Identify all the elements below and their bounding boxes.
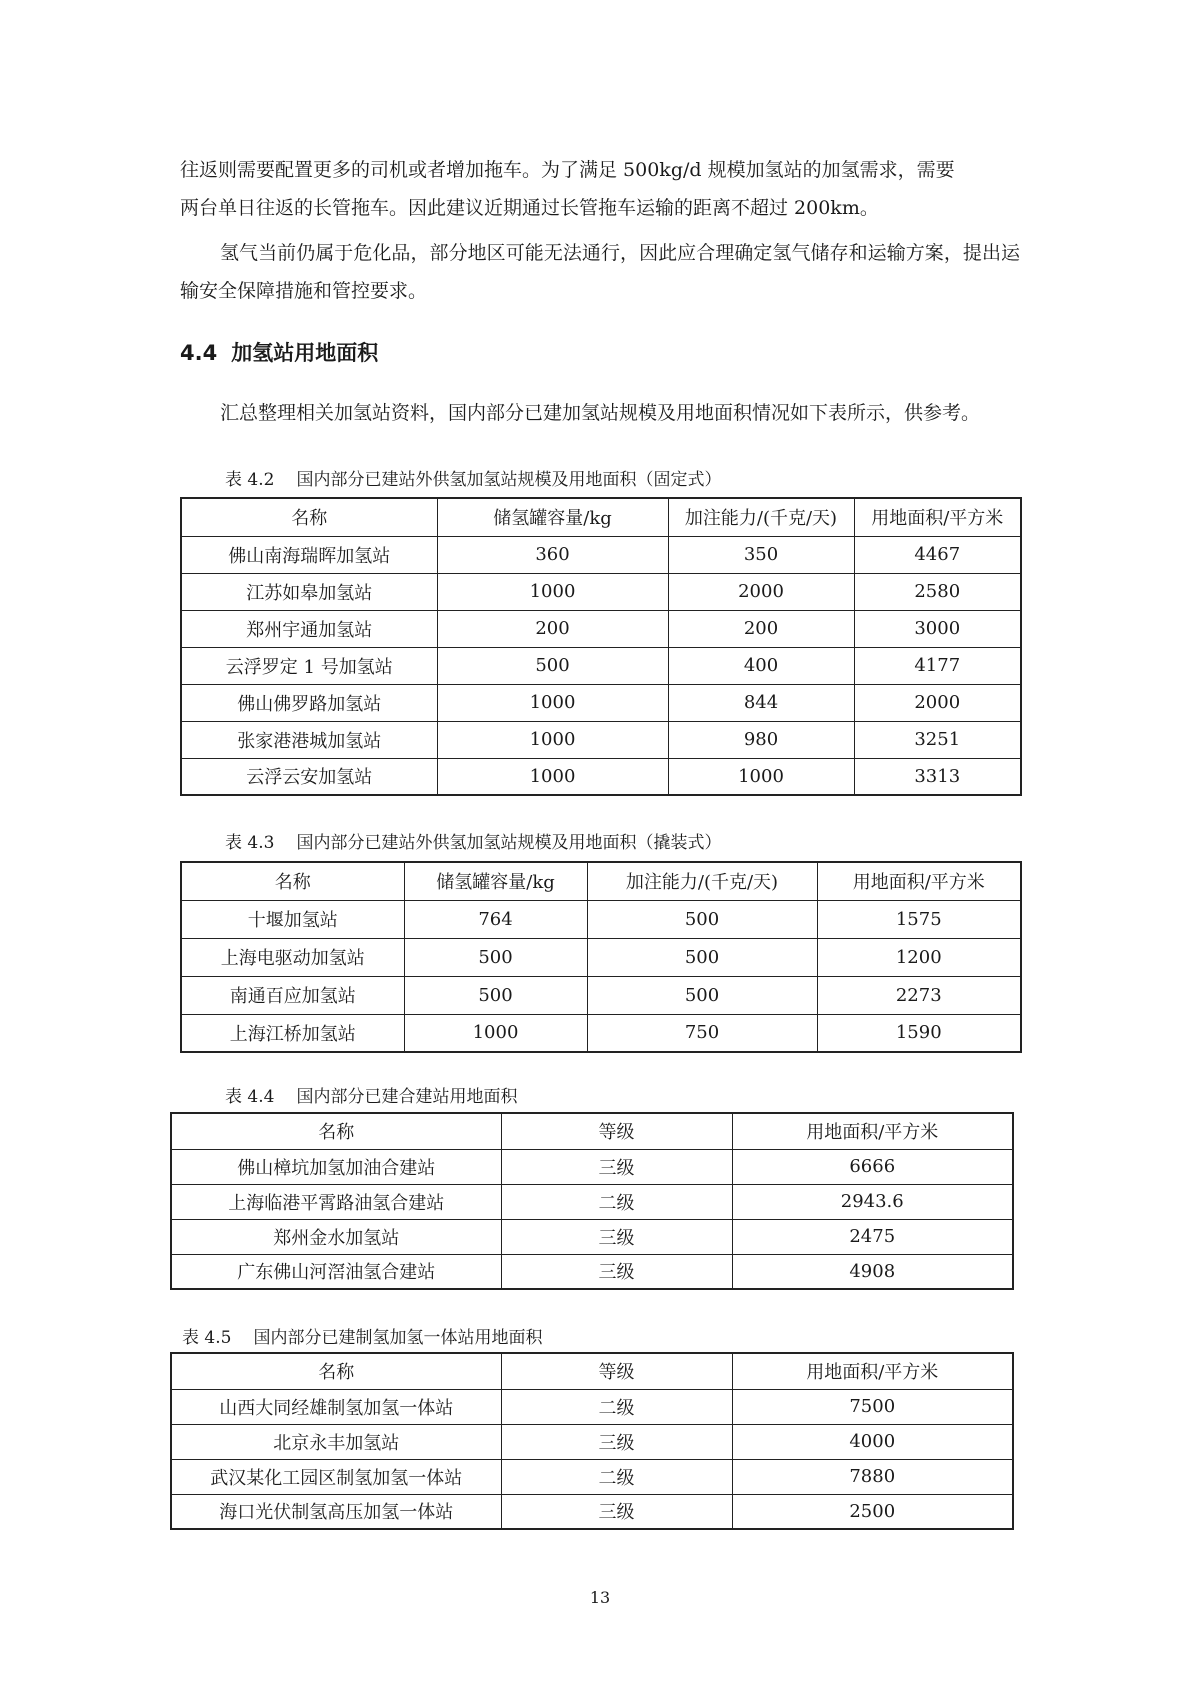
section-title: 加氢站用地面积 [231,341,379,365]
area-cell: 1200 [817,938,1021,976]
fill-rate-cell: 350 [668,536,854,573]
capacity-cell: 500 [404,976,587,1014]
header-cell: 储氢罐容量/kg [404,862,587,900]
table-row [171,1254,1013,1289]
table-row [171,1389,1013,1424]
table-row [181,647,1021,684]
table-row [171,1424,1013,1459]
station-name-cell: 云浮罗定 1 号加氢站 [181,647,437,684]
station-name-cell: 佛山樟坑加氢加油合建站 [171,1149,501,1184]
table-combined-stations [170,1112,1014,1290]
table-caption-4-5 [182,1326,542,1350]
header-cell: 用地面积/平方米 [817,862,1021,900]
table-row [181,976,1021,1014]
header-cell: 加注能力/(千克/天) [587,862,817,900]
table-row [171,1459,1013,1494]
table-header-row [181,498,1021,536]
area-cell: 1590 [817,1014,1021,1052]
section-number: 4.4 [180,341,218,365]
header-cell: 用地面积/平方米 [732,1353,1013,1389]
fill-rate-cell: 400 [668,647,854,684]
header-cell: 加注能力/(千克/天) [668,498,854,536]
area-cell: 4467 [854,536,1021,573]
fill-rate-cell: 844 [668,684,854,721]
paragraph-hydrogen-transport: 氢气当前仍属于危化品，部分地区可能无法通行，因此应合理确定氢气储存和运输方案，提出运输安全保障措施和管控要求。 [180,242,1020,302]
capacity-cell: 500 [404,938,587,976]
grade-cell: 二级 [501,1184,732,1219]
grade-cell: 二级 [501,1389,732,1424]
area-cell: 3000 [854,610,1021,647]
paragraph-line: 往返则需要配置更多的司机或者增加拖车。为了满足 500kg/d 规模加氢站的加氢需求，需要 [180,159,955,181]
fill-rate-cell: 1000 [668,758,854,795]
station-name-cell: 上海临港平霄路油氢合建站 [171,1184,501,1219]
table-row [171,1219,1013,1254]
header-cell: 名称 [181,862,404,900]
header-cell: 等级 [501,1353,732,1389]
capacity-cell: 1000 [404,1014,587,1052]
caption-number: 表 4.3 [225,833,275,853]
fill-rate-cell: 500 [587,976,817,1014]
area-cell: 2273 [817,976,1021,1014]
capacity-cell: 1000 [437,684,668,721]
header-cell: 用地面积/平方米 [732,1113,1013,1149]
table-integrated-stations [170,1352,1014,1530]
station-name-cell: 佛山南海瑞晖加氢站 [181,536,437,573]
table-fixed-stations [180,497,1022,796]
area-cell: 7500 [732,1389,1013,1424]
table-caption-4-4 [225,1085,517,1109]
station-name-cell: 云浮云安加氢站 [181,758,437,795]
header-cell: 用地面积/平方米 [854,498,1021,536]
capacity-cell: 764 [404,900,587,938]
area-cell: 2475 [732,1219,1013,1254]
capacity-cell: 360 [437,536,668,573]
grade-cell: 三级 [501,1254,732,1289]
header-cell: 名称 [171,1113,501,1149]
page-number: 13 [589,1588,611,1607]
capacity-cell: 500 [437,647,668,684]
station-name-cell: 江苏如皋加氢站 [181,573,437,610]
table-caption-4-3 [225,831,721,855]
area-cell: 4177 [854,647,1021,684]
caption-text: 国内部分已建合建站用地面积 [296,1087,518,1107]
table-row [181,900,1021,938]
grade-cell: 二级 [501,1459,732,1494]
area-cell: 3313 [854,758,1021,795]
caption-text: 国内部分已建站外供氢加氢站规模及用地面积（固定式） [296,470,722,490]
grade-cell: 三级 [501,1494,732,1529]
table-skid-stations [180,861,1022,1053]
header-cell: 名称 [171,1353,501,1389]
table-row [181,758,1021,795]
table-row [171,1494,1013,1529]
table-row [181,684,1021,721]
grade-cell: 三级 [501,1149,732,1184]
station-name-cell: 十堰加氢站 [181,900,404,938]
station-name-cell: 北京永丰加氢站 [171,1424,501,1459]
table-row [181,610,1021,647]
fill-rate-cell: 750 [587,1014,817,1052]
area-cell: 4000 [732,1424,1013,1459]
table-row [181,573,1021,610]
paragraph-summary: 汇总整理相关加氢站资料，国内部分已建加氢站规模及用地面积情况如下表所示，供参考。 [220,402,981,424]
area-cell: 7880 [732,1459,1013,1494]
station-name-cell: 山西大同经雄制氢加氢一体站 [171,1389,501,1424]
station-name-cell: 南通百应加氢站 [181,976,404,1014]
capacity-cell: 200 [437,610,668,647]
table-row [181,1014,1021,1052]
header-cell: 名称 [181,498,437,536]
station-name-cell: 海口光伏制氢高压加氢一体站 [171,1494,501,1529]
capacity-cell: 1000 [437,721,668,758]
area-cell: 1575 [817,900,1021,938]
area-cell: 2500 [732,1494,1013,1529]
fill-rate-cell: 980 [668,721,854,758]
caption-number: 表 4.4 [225,1087,275,1107]
station-name-cell: 上海电驱动加氢站 [181,938,404,976]
caption-text: 国内部分已建站外供氢加氢站规模及用地面积（撬装式） [296,833,722,853]
paragraph-line: 两台单日往返的长管拖车。因此建议近期通过长管拖车运输的距离不超过 200km。 [180,197,879,219]
table-header-row [171,1353,1013,1389]
paragraph-continuation [180,151,1020,227]
caption-text: 国内部分已建制氢加氢一体站用地面积 [253,1328,543,1348]
station-name-cell: 广东佛山河滘油氢合建站 [171,1254,501,1289]
grade-cell: 三级 [501,1424,732,1459]
capacity-cell: 1000 [437,758,668,795]
area-cell: 2580 [854,573,1021,610]
table-row [171,1149,1013,1184]
area-cell: 4908 [732,1254,1013,1289]
station-name-cell: 武汉某化工园区制氢加氢一体站 [171,1459,501,1494]
area-cell: 2943.6 [732,1184,1013,1219]
header-cell: 等级 [501,1113,732,1149]
caption-number: 表 4.2 [225,470,275,490]
area-cell: 6666 [732,1149,1013,1184]
table-row [181,536,1021,573]
table-caption-4-2 [225,468,721,492]
fill-rate-cell: 500 [587,938,817,976]
table-header-row [181,862,1021,900]
station-name-cell: 郑州金水加氢站 [171,1219,501,1254]
fill-rate-cell: 200 [668,610,854,647]
station-name-cell: 上海江桥加氢站 [181,1014,404,1052]
station-name-cell: 佛山佛罗路加氢站 [181,684,437,721]
station-name-cell: 张家港港城加氢站 [181,721,437,758]
grade-cell: 三级 [501,1219,732,1254]
fill-rate-cell: 500 [587,900,817,938]
area-cell: 3251 [854,721,1021,758]
section-heading [180,338,378,368]
table-row [181,721,1021,758]
station-name-cell: 郑州宇通加氢站 [181,610,437,647]
table-header-row [171,1113,1013,1149]
table-row [171,1184,1013,1219]
capacity-cell: 1000 [437,573,668,610]
table-row [181,938,1021,976]
fill-rate-cell: 2000 [668,573,854,610]
area-cell: 2000 [854,684,1021,721]
header-cell: 储氢罐容量/kg [437,498,668,536]
caption-number: 表 4.5 [182,1328,232,1348]
